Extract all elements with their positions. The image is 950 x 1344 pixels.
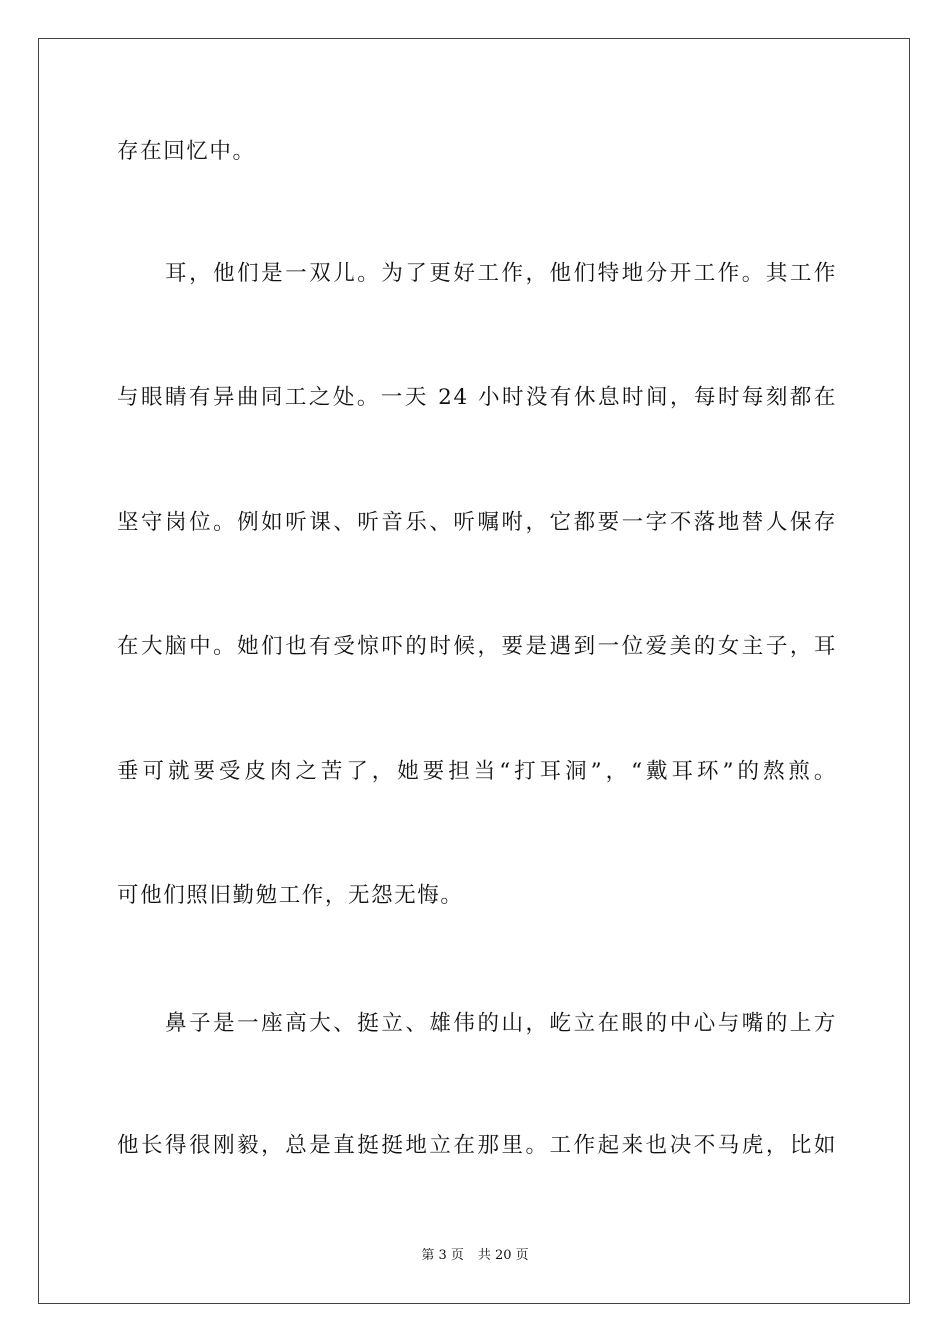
page-border xyxy=(38,38,910,1304)
text-line-7: 可他们照旧勤勉工作，无怨无悔。 xyxy=(117,883,464,908)
text-line-8: 鼻子是一座高大、挺立、雄伟的山，屹立在眼的中心与嘴的上方 xyxy=(117,1011,837,1036)
text-line-4: 坚守岗位。例如听课、听音乐、听嘱咐，它都要一字不落地替人保存 xyxy=(117,510,837,535)
page-total: 共 20 页 xyxy=(477,1248,529,1263)
text-line-6: 垂可就要受皮肉之苦了，她要担当“打耳洞”，“戴耳环”的熬煎。 xyxy=(117,759,837,784)
text-line-2: 耳，他们是一双儿。为了更好工作，他们特地分开工作。其工作 xyxy=(117,261,837,286)
page-number: 第 3 页 xyxy=(421,1248,464,1263)
text-line-5: 在大脑中。她们也有受惊吓的时候，要是遇到一位爱美的女主子，耳 xyxy=(117,634,837,659)
text-line-9: 他长得很刚毅，总是直挺挺地立在那里。工作起来也决不马虎，比如 xyxy=(117,1133,837,1158)
text-line-3: 与眼睛有异曲同工之处。一天 24 小时没有休息时间，每时每刻都在 xyxy=(117,385,837,410)
text-line-1: 存在回忆中。 xyxy=(117,139,256,164)
page-footer xyxy=(0,1247,950,1265)
